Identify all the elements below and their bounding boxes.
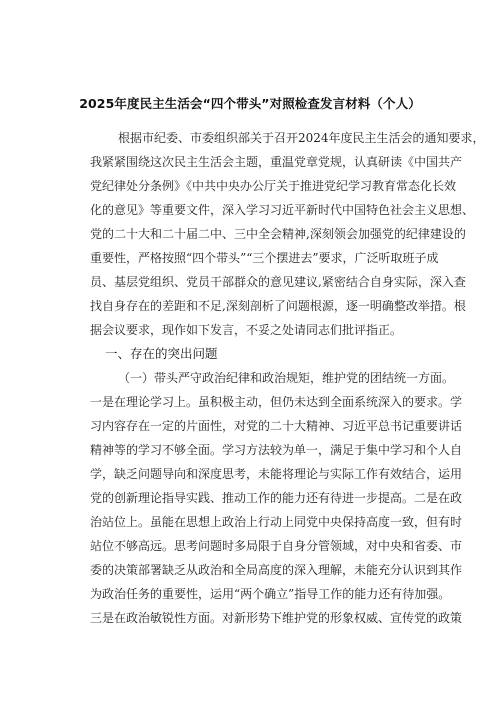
body-line: 党的创新理论指导实践、推动工作的能力还有待进一步提高。二是在政 <box>90 491 463 505</box>
body-line: 学，缺乏问题导向和深度思考，未能将理论与实际工作有效结合，运用 <box>90 467 463 481</box>
body-line: 委的决策部署缺乏从政治和全局高度的深入理解，未能充分认识到其作 <box>90 563 463 577</box>
body-line: 站位不够高远。思考问题时多局限于自身分管领域，对中央和省委、市 <box>90 539 463 553</box>
body-line: 精神等的学习不够全面。学习方法较为单一，满足于集中学习和个人自 <box>90 443 463 457</box>
body-line: 一是在理论学习上。虽积极主动，但仍未达到全面系统深入的要求。学 <box>90 395 463 409</box>
section-heading: 一、存在的突出问题 <box>105 346 218 361</box>
intro-line: 化的意见》等重要文件，深入学习习近平新时代中国特色社会主义思想、 <box>90 203 475 217</box>
intro-line: 员、基层党组织、党员干部群众的意见建议,紧密结合自身实际，深入查 <box>90 275 466 289</box>
body-line: 为政治任务的重要性，运用“两个确立”指导工作的能力还有待加强。 <box>90 587 451 601</box>
intro-line: 党的二十大和二十届二中、三中全会精神,深刻领会加强党的纪律建设的 <box>90 227 466 241</box>
body-line: 习内容存在一定的片面性，对党的二十大精神、习近平总书记重要讲话 <box>90 419 463 433</box>
body-line: 治站位上。虽能在思想上政治上行动上同党中央保持高度一致，但有时 <box>90 515 463 529</box>
body-line: 三是在政治敏锐性方面。对新形势下维护党的形象权威、宣传党的政策 <box>90 611 463 625</box>
intro-line: 重要性，严格按照“四个带头”“三个摆进去”要求，广泛听取班子成 <box>90 251 439 265</box>
intro-line: 根据市纪委、市委组织部关于召开2024年度民主生活会的通知要求， <box>118 131 485 145</box>
intro-line: 据会议要求，现作如下发言，不妥之处请同志们批评指正。 <box>90 323 403 337</box>
document-title: 2025年度民主生活会“四个带头”对照检查发言材料（个人） <box>79 96 421 111</box>
intro-line: 找自身存在的差距和不足,深刻剖析了问题根源，逐一明确整改举措。根 <box>90 299 466 313</box>
sub-heading: （一）带头严守政治纪律和政治规矩，维护党的团结统一方面。 <box>118 371 455 385</box>
intro-line: 党纪律处分条例》《中共中央办公厅关于推进党纪学习教育常态化长效 <box>90 179 457 193</box>
intro-line: 我紧紧围绕这次民主生活会主题，重温党章党规，认真研读《中国共产 <box>90 155 463 169</box>
